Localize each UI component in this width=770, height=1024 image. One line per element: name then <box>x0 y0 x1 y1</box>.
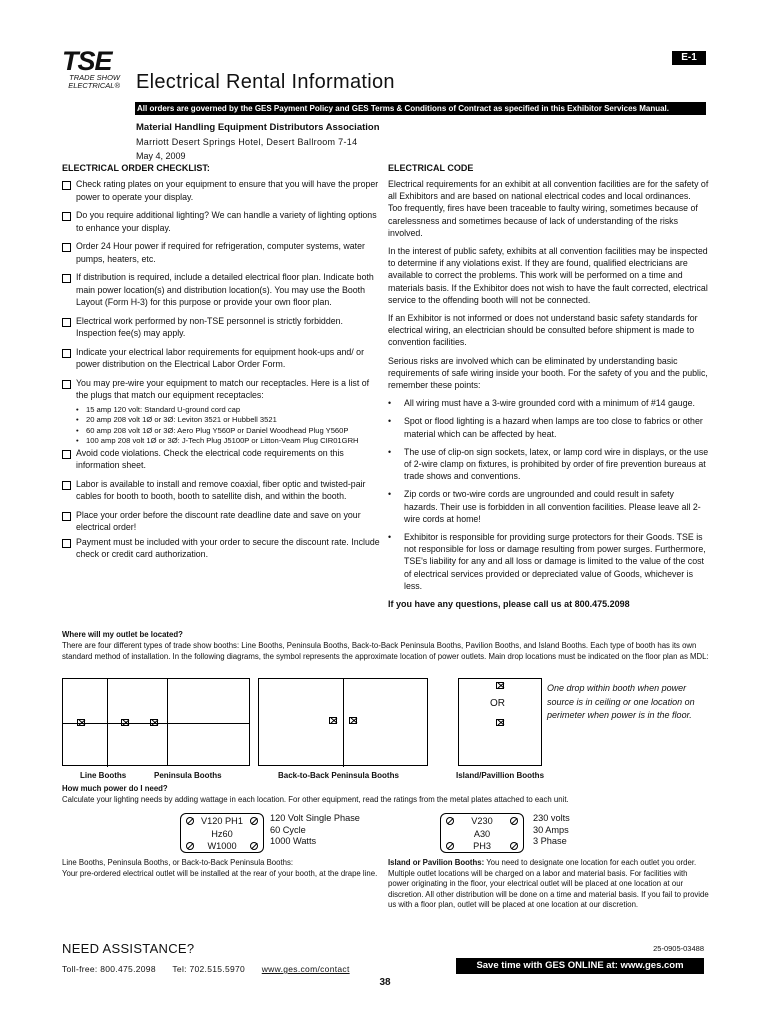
rivet-icon <box>446 842 454 850</box>
code-heading: ELECTRICAL CODE <box>388 163 474 173</box>
logo-line-1: TRADE SHOW <box>69 73 120 82</box>
code-paragraph: Serious risks are involved which can be eliminated by understanding basic requirements of safe wiring inside your booth. For the safety of you and the public, remember these points: <box>388 355 708 391</box>
outlet-icon <box>121 719 129 726</box>
list-item: • 15 amp 120 volt: Standard U-ground cord cap <box>76 404 241 414</box>
checklist-item: Check rating plates on your equipment to ensure that you will have the proper power to operate your display. <box>62 178 380 203</box>
questions-line: If you have any questions, please call us at 800.475.2098 <box>388 599 630 610</box>
outlet-icon <box>349 717 357 724</box>
island-booth-diagram <box>458 678 542 766</box>
checklist-item: Order 24 Hour power if required for refrigeration, computer systems, water pumps, heaters, etc. <box>62 240 380 265</box>
outlet-icon <box>496 719 504 726</box>
checklist-item: If distribution is required, include a detailed electrical floor plan. Indicate both main power location(s) and distribution location(s). You may use the Booth Layout (Form H-3) for this purpose or provide your own floor plan. <box>62 271 380 309</box>
checkbox[interactable] <box>62 349 71 358</box>
checklist-item: Electrical work performed by non-TSE personnel is strictly forbidden. Inspection fee(s) may apply. <box>62 315 380 340</box>
tse-logo <box>62 48 132 96</box>
power-body: Calculate your lighting needs by adding wattage in each location. For other equipment, read the ratings from the metal plates attached to each unit. <box>62 795 569 804</box>
checkbox[interactable] <box>62 212 71 221</box>
checkbox[interactable] <box>62 243 71 252</box>
outlet-icon <box>329 717 337 724</box>
checkbox[interactable] <box>62 539 71 548</box>
page-title: Electrical Rental Information <box>136 71 395 93</box>
label-peninsula-booths: Peninsula Booths <box>154 771 222 780</box>
electrical-code <box>388 178 710 610</box>
line-booth-install: Line Booths, Peninsula Booths, or Back-to-Back Peninsula Booths: Your pre-ordered electrical outlet will be installed at the rear of your booth, at the drape line. <box>62 858 378 878</box>
outlet-icon <box>496 682 504 689</box>
plate-1-spec: 120 Volt Single Phase 60 Cycle 1000 Watts <box>270 813 360 846</box>
checklist-item: Payment must be included with your order to secure the discount rate. Include check or credit card authorization. <box>62 536 380 561</box>
list-item: • The use of clip-on sign sockets, latex, or lamp cord wire in displays, or the use of 2-wire clamp on fixtures, is prohibited by order of fire prevention bureaus at trade shows and conventions. <box>388 446 709 482</box>
need-assistance: NEED ASSISTANCE? <box>62 941 195 956</box>
event-date: May 4, 2009 <box>136 151 186 161</box>
form-number: 25-0905-03488 <box>653 944 704 953</box>
rivet-icon <box>446 817 454 825</box>
plate-2-spec: 230 volts 30 Amps 3 Phase <box>533 813 570 846</box>
contact-line <box>62 964 364 975</box>
checkbox[interactable] <box>62 512 71 521</box>
checklist-item: Labor is available to install and remove coaxial, fiber optic and twisted-pair cables for booth to booth, booth to satellite dish, and within the booth. <box>62 478 380 503</box>
list-item: • All wiring must have a 3-wire grounded cord with a minimum of #14 gauge. <box>388 398 695 409</box>
checkbox[interactable] <box>62 318 71 327</box>
list-item: • 100 amp 208 volt 1Ø or 3Ø: J-Tech Plug J5100P or Litton-Veam Plug CIR01GRH <box>76 436 359 445</box>
logo-line-2: ELECTRICAL® <box>68 81 120 90</box>
outlet-body: There are four different types of trade show booths: Line Booths, Peninsula Booths, Back-to-Back Peninsula Booths, Pavilion Booths, and Island Booths. Each type of booth has its own standard method of installation. In the following diagrams, the symbol represents the approximate location of power outlets. Main drop locations must be indicated on the floor plan as MDL: <box>62 641 709 661</box>
code-paragraph: In the interest of public safety, exhibits at all convention facilities may be inspected to determine if any violations exist. If they are found, qualified electricians are available to correct the problems. This work will be performed on a time and materials basis. If the Exhibitor does not wish to have the fault corrected, electrical service to the offending booth will not be connected. <box>388 246 708 305</box>
rivet-icon <box>510 842 518 850</box>
page-number: 38 <box>379 977 391 988</box>
outlet-heading: Where will my outlet be located? <box>62 630 183 639</box>
rating-plate-2: V230 A30 PH3 <box>440 813 524 853</box>
rating-plate-1: V120 PH1 Hz60 W1000 <box>180 813 264 853</box>
list-item: • 60 amp 208 volt 1Ø or 3Ø: Aero Plug Y560P or Daniel Woodhead Plug Y560P <box>76 425 349 435</box>
drop-note: One drop within booth when power source is in ceiling or one location on perimeter when power is in the floor. <box>547 683 695 720</box>
event-venue: Marriott Desert Springs Hotel, Desert Ballroom 7-14 <box>136 137 358 147</box>
code-paragraph: Electrical requirements for an exhibit at all convention facilities are for the safety of all Exhibitors and are based on national electrical codes and local ordinances. Too frequently, fires have been traceable to faulty wiring, sometimes because of carelessness and sometimes because of lack of understanding of the risks involved. <box>388 179 709 238</box>
list-item: • Zip cords or two-wire cords are ungrounded and could result in safety hazards. Their use is forbidden in all convention facilities. Please leave all 2-wire cords at home! <box>388 489 701 524</box>
list-item: • 20 amp 208 volt 1Ø or 3Ø: Leviton 3521 or Hubbell 3521 <box>76 415 277 424</box>
label-back-to-back-booths: Back-to-Back Peninsula Booths <box>278 771 399 780</box>
tollfree-number: Toll-free: 800.475.2098 <box>62 964 156 974</box>
checklist-item: Place your order before the discount rate deadline date and save on your electrical order! <box>62 509 380 534</box>
rivet-icon <box>250 842 258 850</box>
page-code-badge: E-1 <box>672 51 706 65</box>
checkbox[interactable] <box>62 274 71 283</box>
or-label: OR <box>490 698 505 709</box>
outlet-icon <box>77 719 85 726</box>
event-association: Material Handling Equipment Distributors Association <box>136 122 380 133</box>
policy-bar: All orders are governed by the GES Payment Policy and GES Terms & Conditions of Contract as specified in this Exhibitor Services Manual. <box>135 102 706 115</box>
checklist-item: Avoid code violations. Check the electrical code requirements on this information sheet. <box>62 447 380 472</box>
island-booth-install: Island or Pavilion Booths: You need to designate one location for each outlet you order. Multiple outlet locations will be charged on a labor and material basis. For facilities with power originating in the floor, your electrical outlet will be placed at one location at our discretion. All other distribution will be done on a time and material basis. If you fail to provide us with a floor plan, outlet will be placed at one location at our discretion. <box>388 858 709 909</box>
rivet-icon <box>250 817 258 825</box>
outlet-icon <box>150 719 158 726</box>
contact-link[interactable]: www.ges.com/contact <box>261 964 350 974</box>
order-checklist <box>62 178 380 567</box>
rivet-icon <box>186 817 194 825</box>
code-paragraph: If an Exhibitor is not informed or does not understand basic safety standards for electrical wiring, an electrician should be consulted before shipment is made to convention facilities. <box>388 313 698 348</box>
rivet-icon <box>186 842 194 850</box>
logo-mark: TSE <box>62 46 112 76</box>
rivet-icon <box>510 817 518 825</box>
checklist-heading: ELECTRICAL ORDER CHECKLIST: <box>62 163 210 173</box>
checklist-item: You may pre-wire your equipment to match our receptacles. Here is a list of the plugs that match our equipment receptacles: <box>62 377 380 402</box>
tel-number: Tel: 702.515.5970 <box>172 964 246 974</box>
ges-online-bar[interactable]: Save time with GES ONLINE at: www.ges.com <box>456 958 704 974</box>
peninsula-booth-diagram <box>168 678 250 766</box>
safety-rules <box>388 397 710 592</box>
checkbox[interactable] <box>62 450 71 459</box>
plug-list <box>76 405 380 447</box>
back-to-back-booth-diagram <box>258 678 428 766</box>
label-island-booths: Island/Pavillion Booths <box>456 771 545 780</box>
list-item: • Exhibitor is responsible for providing surge protectors for their Goods. TSE is not responsible for loss or damage resulting from power surges. Furthermore, TSE's liability for any and all loss or damage is limited to the value of the cost of electrical services provided or depreciated value of Goods, whichever is less. <box>388 532 706 591</box>
checkbox[interactable] <box>62 181 71 190</box>
power-heading: How much power do I need? <box>62 784 168 793</box>
checkbox[interactable] <box>62 380 71 389</box>
checklist-item: Do you require additional lighting? We can handle a variety of lighting options to enhance your display. <box>62 209 380 234</box>
label-line-booths: Line Booths <box>80 771 127 780</box>
list-item: • Spot or flood lighting is a hazard when lamps are too close to fabrics or other material which can be affected by heat. <box>388 416 703 439</box>
checkbox[interactable] <box>62 481 71 490</box>
checklist-item: Indicate your electrical labor requirements for equipment hook-ups and/ or power distribution on the Electrical Labor Order Form. <box>62 346 380 371</box>
